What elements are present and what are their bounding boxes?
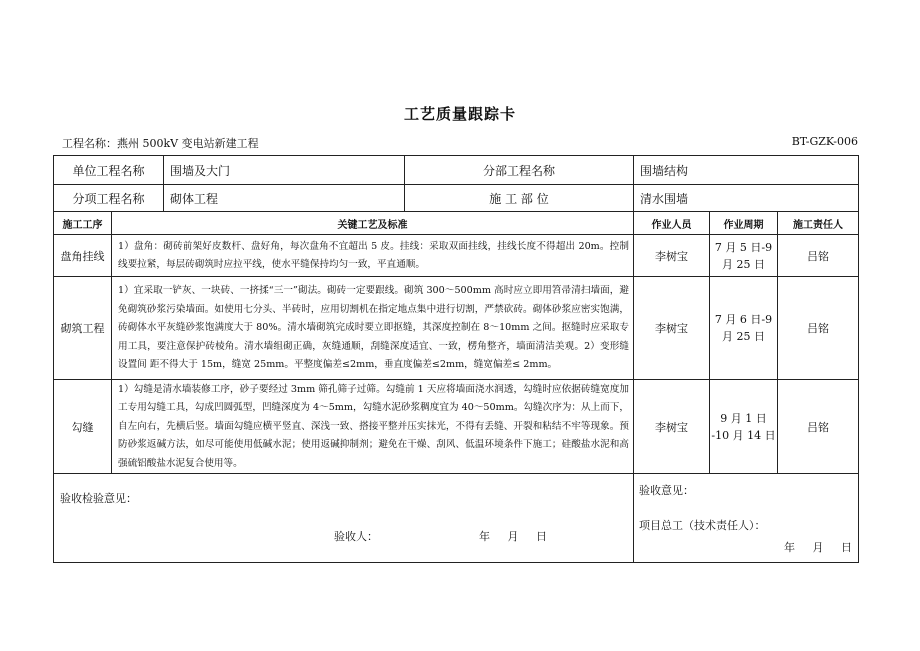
tracking-card-table xyxy=(53,155,859,563)
standard-cell: 1）宜采取一铲灰、一块砖、一挤揉“三一”砌法。砌砖一定要跟线。砌筑 300～500mm 高时应立即用笤帚清扫墙面，避免砌筑砂浆污染墙面。如使用七分头、半砖时，应用切割机在指定地点集中进行切割，严禁砍砖。砌体砂浆应密实饱满，砖砌体水平灰缝砂浆饱满度大于 80%。清水墙砌筑完成时要立即抠缝，其深度控制在 8～10mm 之间。抠缝时应采取专用工具，要注意保护砖棱角。清水墙组砌正确，灰缝通顺，刮缝深度适宜、一致，楞角整齐，墙面清洁美观。2）变形缝设置间 距不得大于 15m，缝宽 25mm。平整度偏差≤2mm，垂直度偏差≤2mm，缝宽偏差≤ 2mm。 xyxy=(112,277,634,380)
inspection-label: 验收检验意见： xyxy=(60,492,137,506)
process-cell: 砌筑工程 xyxy=(54,277,112,380)
responsible-cell: 吕铭 xyxy=(778,235,859,277)
header-responsible: 施工责任人 xyxy=(778,212,859,235)
location-label: 施 工 部 位 xyxy=(405,185,634,212)
item-value: 砌体工程 xyxy=(164,185,405,212)
column-headers xyxy=(54,212,859,235)
table-row xyxy=(54,277,859,380)
unit-value: 围墙及大门 xyxy=(164,156,405,185)
inspector-label: 验收人： xyxy=(334,530,378,544)
acceptance-cell xyxy=(634,474,859,563)
responsible-cell: 吕铭 xyxy=(778,277,859,380)
location-value: 清水围墙 xyxy=(634,185,859,212)
part-label: 分部工程名称 xyxy=(405,156,634,185)
unit-label: 单位工程名称 xyxy=(54,156,164,185)
project-name: 工程名称：燕州 500kV 变电站新建工程 xyxy=(62,137,259,150)
item-label: 分项工程名称 xyxy=(54,185,164,212)
standard-cell: 1）盘角：砌砖前架好皮数杆、盘好角，每次盘角不宜超出 5 皮。挂线：采取双面挂线，挂线长度不得超出 20m。控制线要拉紧，每层砖砌筑时应拉平线，使水平缝保持均匀一致，平直通顺。 xyxy=(112,235,634,277)
chief-engineer-label: 项目总工（技术责任人）： xyxy=(639,519,766,533)
acceptance-label: 验收意见： xyxy=(639,484,695,498)
part-value: 围墙结构 xyxy=(634,156,859,185)
inspection-date: 年 月 日 xyxy=(479,530,547,544)
process-cell: 勾缝 xyxy=(54,380,112,474)
worker-cell: 李树宝 xyxy=(634,277,710,380)
worker-cell: 李树宝 xyxy=(634,380,710,474)
inspection-cell xyxy=(54,474,634,563)
period-cell: 7 月 6 日-9 月 25 日 xyxy=(710,277,778,380)
process-cell: 盘角挂线 xyxy=(54,235,112,277)
acceptance-date: 年 月 日 xyxy=(784,541,853,555)
signature-row xyxy=(54,474,859,563)
header-worker: 作业人员 xyxy=(634,212,710,235)
standard-cell: 1）勾缝是清水墙装修工序，砂子要经过 3mm 筛孔筛子过筛。勾缝前 1 天应将墙面浇水润透，勾缝时应依据砖缝宽度加工专用勾缝工具，勾成凹圆弧型，凹缝深度为 4～5mm，勾缝水泥砂浆稠度宜为 40～50mm。勾缝次序为：从上而下，自左向右，先横后竖。墙面勾缝应横平竖直、深浅一致、搭接平整并压实抹光，不得有丢缝、开裂和粘结不牢等现象。预防砂浆返碱方法，如尽可能使用低碱水泥；使用返碱抑制剂；避免在干燥、刮风、低温环境条件下施工；硅酸盐水泥和高强硫铝酸盐水泥复合使用等。 xyxy=(112,380,634,474)
responsible-cell: 吕铭 xyxy=(778,380,859,474)
table-row xyxy=(54,235,859,277)
info-row-1 xyxy=(54,156,859,185)
document-code: BT-GZK-006 xyxy=(791,135,858,148)
table-row xyxy=(54,380,859,474)
page-title: 工艺质量跟踪卡 xyxy=(403,105,516,123)
header-period: 作业周期 xyxy=(710,212,778,235)
period-cell: 7 月 5 日-9 月 25 日 xyxy=(710,235,778,277)
header-process: 施工工序 xyxy=(54,212,112,235)
header-standard: 关键工艺及标准 xyxy=(112,212,634,235)
period-cell: 9 月 1 日 -10 月 14 日 xyxy=(710,380,778,474)
info-row-2 xyxy=(54,185,859,212)
worker-cell: 李树宝 xyxy=(634,235,710,277)
